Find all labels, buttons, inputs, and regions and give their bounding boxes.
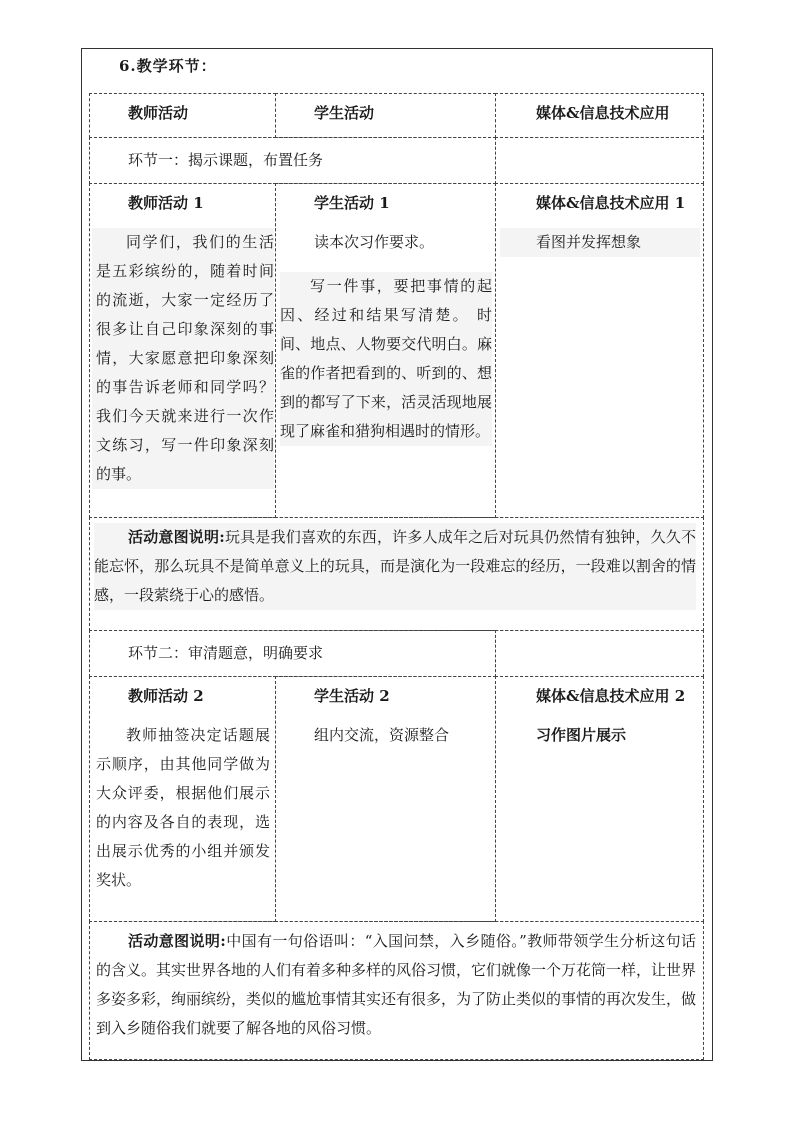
stage2-media-header: 媒体&信息技术应用 2 (536, 687, 686, 705)
stage1-title-empty-cell (495, 137, 704, 184)
stage2-student-header: 学生活动 2 (314, 687, 390, 705)
stage2-intent-cell (89, 921, 704, 1060)
stage1-student-header: 学生活动 1 (314, 194, 390, 212)
stage1-media-text: 看图并发挥想象 (500, 228, 700, 257)
stage2-title-empty-cell (495, 630, 704, 677)
stage1-student-text-2: 写一件事，要把事情的起因、经过和结果写清楚。 时间、地点、人物要交代明白。麻雀的作者把看到的、听到的、想到的都写了下来，活灵活现地展现了麻雀和猎狗相遇时的情形。 (280, 272, 492, 446)
stage1-title (128, 146, 323, 175)
stage1-student-text-1: 读本次习作要求。 (314, 233, 435, 251)
stage1-intent-cell (89, 517, 704, 631)
stage2-student-cell (275, 676, 496, 922)
stage1-media-cell (495, 183, 704, 518)
stage2-teacher-header: 教师活动 2 (128, 687, 204, 705)
stage1-intent (94, 523, 696, 610)
stage1-teacher-header: 教师活动 1 (128, 194, 204, 212)
stage1-intent-text: 玩具是我们喜欢的东西，许多人成年之后对玩具仍然情有独钟，久久不能忘怀，那么玩具不是简单意义上的玩具，而是演化为一段难忘的经历，一段难以割舍的情感，一段萦绕于心的感悟。 (94, 528, 696, 604)
teaching-table (89, 93, 704, 1060)
header-media-cell (495, 93, 704, 138)
stage2-intent-label: 活动意图说明: (128, 932, 226, 950)
stage2-intent (96, 927, 696, 1043)
stage1-teacher-text: 同学们，我们的生活是五彩缤纷的，随着时间的流逝，大家一定经历了很多让自己印象深刻的事情，大家愿意把印象深刻的事告诉老师和同学吗？我们今天就来进行一次作文练习，写一件印象深刻的事。 (92, 228, 274, 489)
stage2-intent-text: 中国有一句俗语叫：“入国问禁，入乡随俗。”教师带领学生分析这句话的含义。其实世界各地的人们有着多种多样的风俗习惯，它们就像一个万花筒一样，让世界多姿多彩，绚丽缤纷，类似的尴尬事情其实还有很多，为了防止类似的事情的再次发生，做到入乡随俗我们就要了解各地的风俗习惯。 (96, 932, 697, 1037)
section-title: 6.教学环节： (119, 57, 217, 75)
stage1-student-cell (275, 183, 496, 518)
stage1-intent-label: 活动意图说明: (128, 528, 225, 546)
stage2-teacher-text: 教师抽签决定话题展示顺序，由其他同学做为大众评委，根据他们展示的内容及各自的表现，选出展示优秀的小组并颁发奖状。 (96, 726, 270, 889)
stage1-teacher-cell (89, 183, 276, 518)
stage1-title-cell (89, 137, 496, 184)
header-student-cell (275, 93, 496, 138)
header-student: 学生活动 (314, 104, 375, 122)
stage2-media-cell (495, 676, 704, 922)
stage2-title (128, 639, 323, 668)
header-teacher-cell (89, 93, 276, 138)
stage2-media-text: 习作图片展示 (536, 726, 627, 744)
stage2-title-cell (89, 630, 496, 677)
stage2-student-text: 组内交流，资源整合 (314, 726, 450, 744)
stage2-teacher-cell (89, 676, 276, 922)
stage1-media-header: 媒体&信息技术应用 1 (536, 194, 686, 212)
stage1-title-text: 环节一：揭示课题，布置任务 (128, 151, 324, 169)
header-media: 媒体&信息技术应用 (536, 104, 670, 122)
header-teacher: 教师活动 (128, 104, 189, 122)
stage2-title-text: 环节二：审清题意，明确要求 (128, 644, 324, 662)
